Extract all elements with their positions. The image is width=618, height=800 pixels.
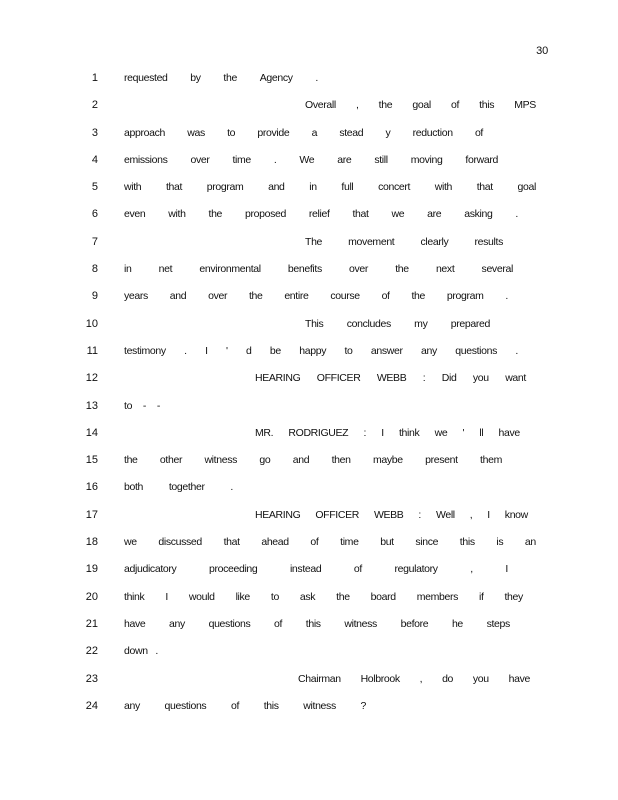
- transcript-line: [0, 206, 618, 233]
- transcript-line: [0, 125, 618, 152]
- transcript-line: [0, 425, 618, 452]
- line-text: MR. RODRIGUEZ : I think we ' ll have: [255, 426, 520, 439]
- line-text: adjudicatory proceeding instead of regulatory , I: [124, 563, 508, 576]
- transcript-line: [0, 479, 618, 506]
- line-number: 14: [85, 426, 98, 439]
- transcript-line: [0, 589, 618, 616]
- line-number: 13: [85, 399, 98, 412]
- line-text: requested by the Agency .: [124, 72, 318, 84]
- transcript-line: [0, 288, 618, 315]
- transcript-line: [0, 370, 618, 397]
- line-number: 8: [91, 263, 98, 276]
- line-text: to - -: [124, 399, 160, 412]
- line-text: have any questions of this witness before he steps: [124, 617, 510, 630]
- transcript-line: [0, 97, 618, 124]
- line-text: Overall , the goal of this MPS: [305, 99, 536, 112]
- transcript-line: [0, 261, 618, 288]
- transcript-line: [0, 534, 618, 561]
- line-text: both together .: [124, 481, 233, 494]
- line-number: 19: [85, 563, 98, 576]
- line-text: down .: [124, 645, 158, 658]
- line-number: 12: [85, 372, 98, 385]
- line-number: 6: [91, 208, 98, 221]
- line-text: even with the proposed relief that we are asking .: [124, 208, 518, 221]
- line-number: 9: [91, 290, 98, 303]
- transcript-line: [0, 452, 618, 479]
- transcript-line: [0, 616, 618, 643]
- line-text: HEARING OFFICER WEBB : Did you want: [255, 372, 526, 385]
- line-number: 7: [91, 235, 98, 248]
- line-number: 23: [85, 672, 98, 685]
- transcript-line: [0, 671, 618, 698]
- line-number: 18: [85, 536, 98, 549]
- line-number: 15: [85, 454, 98, 467]
- line-number: 10: [85, 317, 98, 330]
- line-text: This concludes my prepared: [305, 317, 490, 330]
- line-number: 2: [91, 99, 98, 112]
- line-text: any questions of this witness ?: [124, 699, 366, 712]
- transcript-line: [0, 152, 618, 179]
- line-text: The movement clearly results: [305, 235, 503, 248]
- line-number: 4: [91, 153, 98, 166]
- transcript-line: [0, 179, 618, 206]
- line-text: years and over the entire course of the program .: [124, 290, 508, 303]
- transcript-line: [0, 398, 618, 425]
- transcript-line: [0, 561, 618, 588]
- page-number: 30: [536, 45, 548, 57]
- line-number: 21: [85, 617, 98, 630]
- line-text: with that program and in full concert with that goal: [124, 181, 536, 194]
- transcript-line: [0, 698, 618, 725]
- line-text: HEARING OFFICER WEBB : Well , I know: [255, 508, 528, 521]
- transcript-body: [0, 70, 618, 725]
- transcript-line: [0, 643, 618, 670]
- line-number: 11: [86, 344, 98, 357]
- line-number: 24: [85, 699, 98, 712]
- line-number: 17: [85, 508, 98, 521]
- transcript-line: [0, 70, 618, 97]
- line-text: Chairman Holbrook , do you have: [298, 672, 530, 685]
- line-text: think I would like to ask the board members if they: [124, 590, 523, 603]
- transcript-line: [0, 234, 618, 261]
- line-text: in net environmental benefits over the next several: [124, 263, 513, 276]
- line-text: the other witness go and then maybe present them: [124, 454, 502, 467]
- transcript-line: [0, 316, 618, 343]
- line-number: 22: [85, 645, 98, 658]
- line-number: 3: [91, 126, 98, 139]
- line-text: approach was to provide a stead y reduction of: [124, 126, 483, 139]
- line-number: 5: [91, 181, 98, 194]
- transcript-line: [0, 507, 618, 534]
- transcript-line: [0, 343, 618, 370]
- line-number: 20: [85, 590, 98, 603]
- line-number: 1: [91, 72, 98, 84]
- line-number: 16: [85, 481, 98, 494]
- line-text: we discussed that ahead of time but since this is an: [124, 536, 536, 549]
- line-text: testimony . I ' d be happy to answer any questions .: [124, 344, 518, 357]
- line-text: emissions over time . We are still moving forward: [124, 153, 498, 166]
